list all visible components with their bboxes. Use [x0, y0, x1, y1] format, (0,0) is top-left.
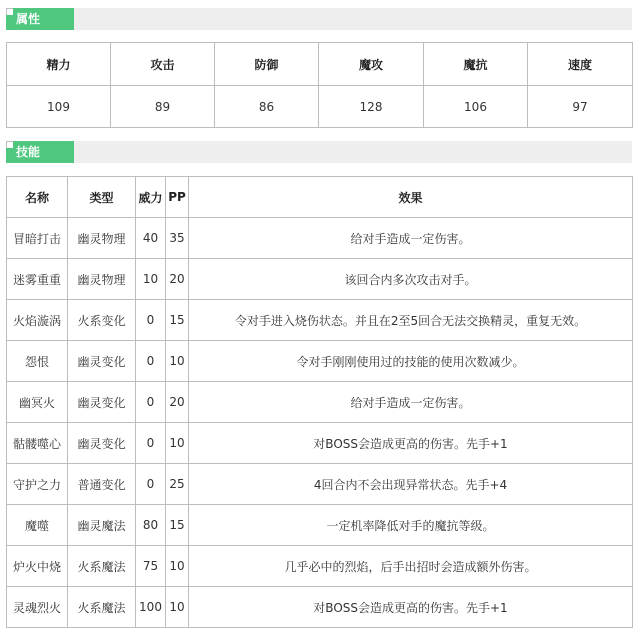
skill-effect: 一定机率降低对手的魔抗等级。	[189, 505, 633, 546]
skill-name: 冒暗打击	[7, 218, 68, 259]
attr-header-hp: 精力	[7, 43, 111, 86]
skill-pp: 15	[166, 505, 189, 546]
skill-row	[7, 587, 633, 628]
attributes-header-row	[7, 43, 633, 86]
skill-power: 0	[136, 300, 166, 341]
skill-pp: 10	[166, 587, 189, 628]
skill-row	[7, 218, 633, 259]
skill-power: 0	[136, 423, 166, 464]
skill-pp: 15	[166, 300, 189, 341]
attr-value-hp: 109	[7, 86, 111, 128]
skill-name: 幽冥火	[7, 382, 68, 423]
skill-row	[7, 259, 633, 300]
skill-type: 普通变化	[68, 464, 136, 505]
skill-type: 幽灵变化	[68, 341, 136, 382]
skill-type: 幽灵魔法	[68, 505, 136, 546]
skill-name: 怨恨	[7, 341, 68, 382]
skill-header-pp: PP	[166, 177, 189, 218]
skill-pp: 25	[166, 464, 189, 505]
attr-header-magic-defense: 魔抗	[424, 43, 528, 86]
skill-type: 幽灵物理	[68, 218, 136, 259]
skill-type: 幽灵变化	[68, 382, 136, 423]
skill-effect: 令对手刚刚使用过的技能的使用次数减少。	[189, 341, 633, 382]
skill-row	[7, 464, 633, 505]
skill-power: 100	[136, 587, 166, 628]
skill-name: 火焰漩涡	[7, 300, 68, 341]
attributes-value-row	[7, 86, 633, 128]
skill-name: 迷雾重重	[7, 259, 68, 300]
skill-header-name: 名称	[7, 177, 68, 218]
skill-name: 灵魂烈火	[7, 587, 68, 628]
skill-power: 75	[136, 546, 166, 587]
skill-effect: 给对手造成一定伤害。	[189, 382, 633, 423]
skill-power: 40	[136, 218, 166, 259]
skill-effect: 几乎必中的烈焰，后手出招时会造成额外伤害。	[189, 546, 633, 587]
attr-value-attack: 89	[111, 86, 215, 128]
attr-header-defense: 防御	[215, 43, 319, 86]
skill-row	[7, 382, 633, 423]
skill-header-effect: 效果	[189, 177, 633, 218]
section-corner-mark	[6, 141, 13, 148]
skill-row	[7, 300, 633, 341]
attr-header-attack: 攻击	[111, 43, 215, 86]
attr-header-magic-attack: 魔攻	[319, 43, 424, 86]
skill-row	[7, 546, 633, 587]
skills-section-title: 技能	[6, 141, 74, 163]
attr-header-speed: 速度	[528, 43, 633, 86]
attr-value-defense: 86	[215, 86, 319, 128]
skill-power: 0	[136, 341, 166, 382]
section-corner-mark	[6, 8, 13, 15]
attributes-section-header	[6, 8, 632, 30]
skills-header-row	[7, 177, 633, 218]
skill-power: 10	[136, 259, 166, 300]
skill-type: 幽灵变化	[68, 423, 136, 464]
skill-type: 火系魔法	[68, 546, 136, 587]
skill-row	[7, 505, 633, 546]
skill-power: 0	[136, 382, 166, 423]
skill-row	[7, 423, 633, 464]
skill-effect: 对BOSS会造成更高的伤害。先手+1	[189, 423, 633, 464]
skill-pp: 35	[166, 218, 189, 259]
skill-pp: 10	[166, 341, 189, 382]
skill-type: 幽灵物理	[68, 259, 136, 300]
skill-name: 魔噬	[7, 505, 68, 546]
skill-effect: 对BOSS会造成更高的伤害。先手+1	[189, 587, 633, 628]
attr-value-magic-defense: 106	[424, 86, 528, 128]
attr-value-magic-attack: 128	[319, 86, 424, 128]
skill-effect: 4回合内不会出现异常状态。先手+4	[189, 464, 633, 505]
skill-pp: 10	[166, 423, 189, 464]
skill-pp: 20	[166, 382, 189, 423]
skill-header-power: 威力	[136, 177, 166, 218]
skill-header-type: 类型	[68, 177, 136, 218]
attributes-table	[6, 42, 633, 128]
skill-power: 0	[136, 464, 166, 505]
skills-table	[6, 176, 633, 628]
skill-effect: 令对手进入烧伤状态。并且在2至5回合无法交换精灵，重复无效。	[189, 300, 633, 341]
skill-pp: 10	[166, 546, 189, 587]
skill-effect: 给对手造成一定伤害。	[189, 218, 633, 259]
skill-name: 守护之力	[7, 464, 68, 505]
skill-pp: 20	[166, 259, 189, 300]
skill-row	[7, 341, 633, 382]
attributes-section-title: 属性	[6, 8, 74, 30]
skill-name: 骷髅噬心	[7, 423, 68, 464]
skill-type: 火系变化	[68, 300, 136, 341]
skill-name: 炉火中烧	[7, 546, 68, 587]
skill-power: 80	[136, 505, 166, 546]
skills-section-header	[6, 141, 632, 163]
attr-value-speed: 97	[528, 86, 633, 128]
skill-effect: 该回合内多次攻击对手。	[189, 259, 633, 300]
skill-type: 火系魔法	[68, 587, 136, 628]
